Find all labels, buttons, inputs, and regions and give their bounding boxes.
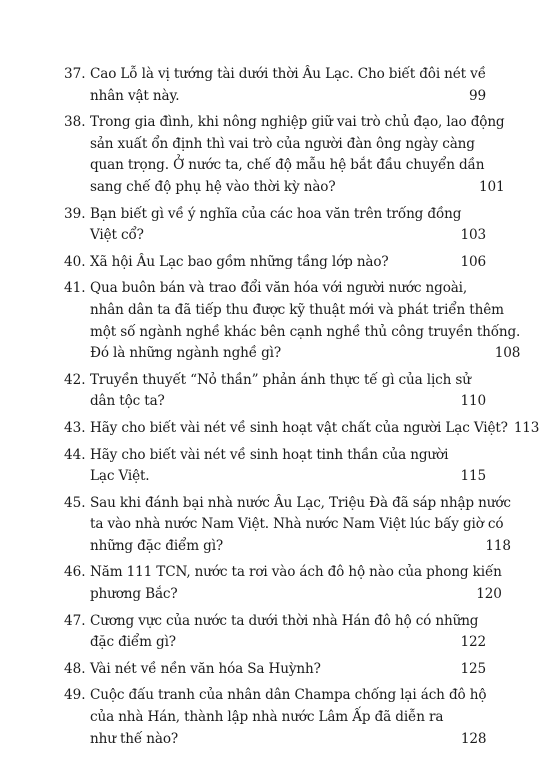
entry-number: 41. bbox=[64, 280, 86, 297]
entry-body bbox=[90, 64, 486, 107]
entry-text-line: sang chế độ phụ hệ vào thời kỳ nào? bbox=[90, 178, 336, 195]
entry-text-line: Truyền thuyết “Nỏ thần” phản ánh thực tế gì của lịch sử bbox=[90, 371, 471, 388]
toc-entry[interactable] bbox=[64, 252, 486, 274]
entry-number: 46. bbox=[64, 564, 86, 581]
entry-text-line: Đó là những ngành nghề gì? bbox=[90, 345, 282, 362]
entry-text-line: Xã hội Âu Lạc bao gồm những tầng lớp nào? bbox=[90, 253, 389, 270]
page-number: 106 bbox=[460, 253, 486, 270]
entry-number: 39. bbox=[64, 205, 86, 222]
entry-body bbox=[90, 659, 486, 681]
entry-text-line: như thế nào? bbox=[90, 730, 179, 747]
entry-body bbox=[90, 204, 486, 247]
page-number: 110 bbox=[460, 393, 486, 410]
entry-text-line: quan trọng. Ở nước ta, chế độ mẫu hệ bắt đầu chuyển dần bbox=[90, 157, 485, 174]
entry-body bbox=[90, 278, 520, 364]
entry-body bbox=[90, 493, 511, 558]
page-number: 115 bbox=[460, 468, 486, 485]
entry-number: 49. bbox=[64, 687, 86, 704]
page-number: 128 bbox=[460, 730, 487, 747]
toc-entry[interactable] bbox=[64, 370, 486, 413]
entry-text-line: Việt cổ? bbox=[90, 227, 144, 244]
page-number: 113 bbox=[513, 419, 540, 436]
entry-body bbox=[90, 252, 486, 274]
page-number: 120 bbox=[476, 586, 502, 603]
toc-entry[interactable] bbox=[64, 204, 486, 247]
entry-number: 43. bbox=[64, 419, 86, 436]
page-number: 103 bbox=[460, 227, 486, 244]
entry-text-line: Năm 111 TCN, nước ta rơi vào ách đô hộ nào của phong kiến bbox=[90, 564, 502, 581]
entry-text-line: ta vào nhà nước Nam Việt. Nhà nước Nam Việt lúc bấy giờ có bbox=[90, 516, 504, 533]
entry-body bbox=[90, 418, 539, 440]
page-number: 118 bbox=[485, 537, 511, 554]
entry-text-line: Cuộc đấu tranh của nhân dân Champa chống lại ách đô hộ bbox=[90, 687, 487, 704]
entry-text-line: dân tộc ta? bbox=[90, 393, 165, 410]
page-number: 122 bbox=[460, 634, 486, 651]
entry-number: 42. bbox=[64, 371, 86, 388]
toc-entry[interactable] bbox=[64, 493, 511, 558]
entry-body bbox=[90, 611, 486, 654]
toc-entry[interactable] bbox=[64, 445, 486, 488]
entry-number: 40. bbox=[64, 253, 86, 270]
entry-text-line: Cao Lỗ là vị tướng tài dưới thời Âu Lạc. Cho biết đôi nét về bbox=[90, 66, 486, 82]
entry-number: 48. bbox=[64, 660, 86, 677]
entry-number: 45. bbox=[64, 494, 86, 511]
entry-body bbox=[90, 112, 504, 198]
toc-entry[interactable] bbox=[64, 562, 502, 605]
table-of-contents bbox=[64, 64, 540, 755]
entry-text-line: Vài nét về nền văn hóa Sa Huỳnh? bbox=[90, 660, 321, 677]
entry-text-line: của nhà Hán, thành lập nhà nước Lâm Ấp đã diễn ra bbox=[90, 709, 444, 726]
entry-text-line: Sau khi đánh bại nhà nước Âu Lạc, Triệu Đà đã sáp nhập nước bbox=[90, 494, 511, 511]
entry-body bbox=[90, 562, 502, 605]
toc-entry[interactable] bbox=[64, 685, 486, 750]
entry-text-line: sản xuất ổn định thì vai trò của người đàn ông ngày càng bbox=[90, 135, 475, 152]
entry-text-line: Lạc Việt. bbox=[90, 468, 150, 485]
entry-text-line: nhân vật này. bbox=[90, 87, 180, 104]
entry-text-line: Trong gia đình, khi nông nghiệp giữ vai trò chủ đạo, lao động bbox=[90, 114, 505, 131]
entry-text-line: Cương vực của nước ta dưới thời nhà Hán đô hộ có những bbox=[90, 612, 479, 629]
entry-number: 37. bbox=[64, 66, 86, 82]
entry-text-line: phương Bắc? bbox=[90, 586, 178, 603]
page-number: 99 bbox=[469, 87, 486, 104]
entry-text-line: đặc điểm gì? bbox=[90, 634, 176, 651]
page-number: 125 bbox=[460, 660, 486, 677]
page-number: 101 bbox=[478, 178, 505, 195]
entry-text-line: Hãy cho biết vài nét về sinh hoạt vật chất của người Lạc Việt? bbox=[90, 419, 508, 436]
page-number: 108 bbox=[494, 345, 521, 362]
toc-entry[interactable] bbox=[64, 112, 505, 198]
entry-body bbox=[90, 370, 486, 413]
entry-text-line: nhân dân ta đã tiếp thu được kỹ thuật mới và phát triển thêm bbox=[90, 301, 504, 318]
entry-number: 38. bbox=[64, 114, 86, 131]
entry-text-line: một số ngành nghề khác bên cạnh nghề thủ công truyền thống. bbox=[90, 323, 521, 340]
entry-body bbox=[90, 685, 486, 750]
entry-text-line: những đặc điểm gì? bbox=[90, 537, 224, 554]
toc-entry[interactable] bbox=[64, 278, 521, 364]
entry-number: 47. bbox=[64, 612, 86, 629]
entry-text-line: Qua buôn bán và trao đổi văn hóa với người nước ngoài, bbox=[90, 280, 468, 297]
entry-body bbox=[90, 445, 486, 488]
toc-entry[interactable] bbox=[64, 64, 486, 107]
toc-entry[interactable] bbox=[64, 418, 540, 440]
toc-entry[interactable] bbox=[64, 659, 486, 681]
toc-entry[interactable] bbox=[64, 611, 486, 654]
entry-number: 44. bbox=[64, 446, 86, 463]
entry-text-line: Bạn biết gì về ý nghĩa của các hoa văn trên trống đồng bbox=[90, 205, 462, 222]
entry-text-line: Hãy cho biết vài nét về sinh hoạt tinh thần của người bbox=[90, 446, 449, 463]
